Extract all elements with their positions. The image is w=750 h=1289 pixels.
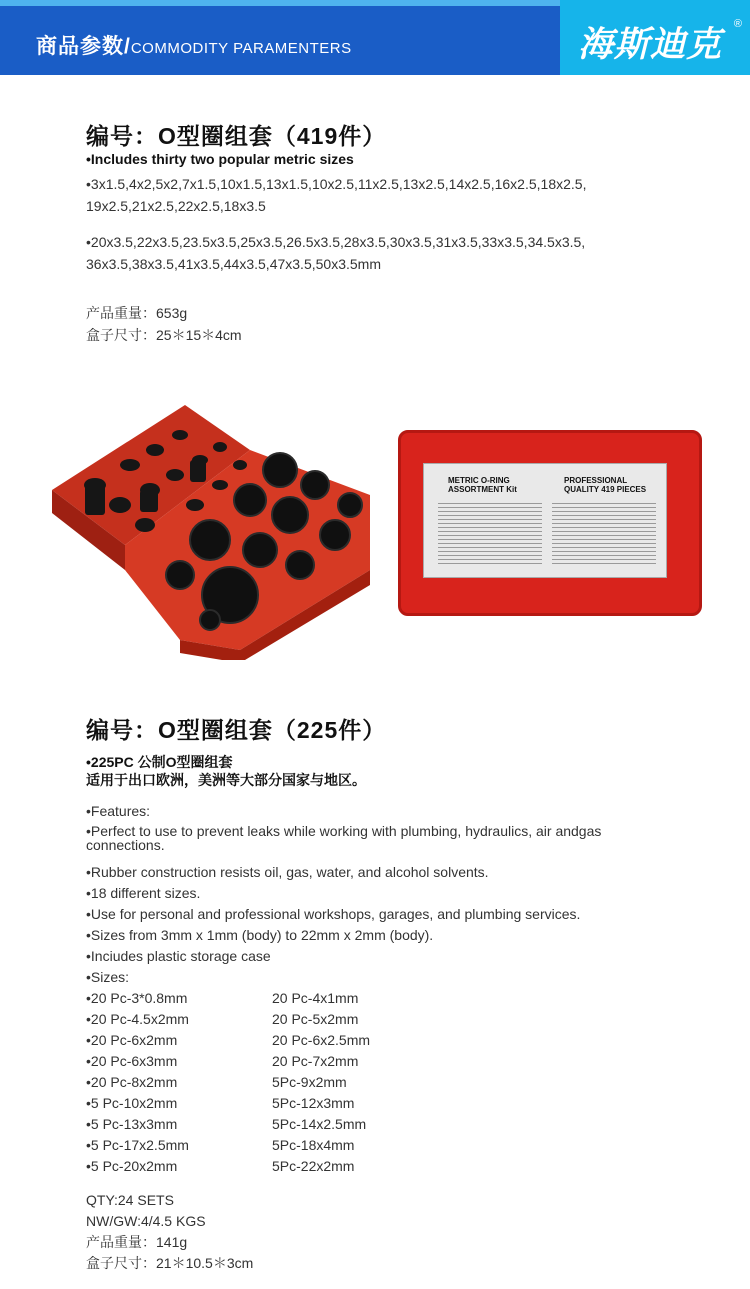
feature-item: •Features: [86, 803, 151, 819]
product1-sizes-b-line1: •20x3.5,22x3.5,23.5x3.5,25x3.5,26.5x3.5,28x3.5,30x3.5,31x3.5,33x3.5,34.5x3.5, [86, 234, 586, 250]
feature-item: •Sizes from 3mm x 1mm (body) to 22mm x 2mm (body). [86, 927, 434, 943]
size-item-right: 20 Pc-6x2.5mm [272, 1032, 371, 1048]
product1-sizes-b-line2: 36x3.5,38x3.5,41x3.5,44x3.5,47x3.5,50x3.5mm [86, 256, 381, 272]
product1-title: 编号：O型圈组套（419件） [86, 123, 387, 149]
feature-item: •18 different sizes. [86, 885, 201, 901]
product1-subtitle: •Includes thirty two popular metric sizes [86, 151, 354, 167]
case-label-table-left [438, 500, 542, 574]
case-label-right: PROFESSIONAL QUALITY 419 PIECES [564, 476, 647, 494]
size-item-left: •5 Pc-10x2mm [86, 1095, 178, 1111]
product2-cn-line2: 适用于出口欧洲，美洲等大部分国家与地区。 [86, 772, 366, 788]
product2-cn-line1: •225PC 公制O型圈组套 [86, 754, 233, 770]
size-item-right: 5Pc-22x2mm [272, 1158, 355, 1174]
size-item-left: •5 Pc-20x2mm [86, 1158, 178, 1174]
size-item-right: 20 Pc-5x2mm [272, 1011, 359, 1027]
case-label [423, 463, 667, 578]
size-item-left: •5 Pc-17x2.5mm [86, 1137, 189, 1153]
brand-logo [560, 0, 750, 75]
brand-name: 海斯迪克 [578, 25, 723, 64]
feature-item: •Use for personal and professional workshops, garages, and plumbing services. [86, 906, 581, 922]
product1-sizes-a-line1: •3x1.5,4x2,5x2,7x1.5,10x1.5,13x1.5,10x2.5,11x2.5,13x2.5,14x2.5,16x2.5,18x2.5, [86, 176, 587, 192]
size-item-right: 20 Pc-7x2mm [272, 1053, 359, 1069]
feature-item: •Sizes: [86, 969, 130, 985]
open-case-photo [50, 395, 380, 660]
feature-item: •Inciudes plastic storage case [86, 948, 271, 964]
case-label-left: METRIC O-RING ASSORTMENT Kit [448, 476, 517, 494]
size-item-right: 5Pc-9x2mm [272, 1074, 347, 1090]
product2-nw-gw: NW/GW:4/4.5 KGS [86, 1213, 206, 1229]
product1-weight: 产品重量：653g [86, 305, 188, 321]
size-item-left: •20 Pc-8x2mm [86, 1074, 178, 1090]
product2-title: 编号：O型圈组套（225件） [86, 717, 387, 743]
feature-item: •Perfect to use to prevent leaks while working with plumbing, hydraulics, air andgas connections. [86, 823, 602, 853]
product2-qty: QTY:24 SETS [86, 1192, 174, 1208]
product1-box-size: 盒子尺寸：25＊15＊4cm [86, 327, 242, 343]
feature-item: •Rubber construction resists oil, gas, water, and alcohol solvents. [86, 864, 489, 880]
product2-box-size: 盒子尺寸：21＊10.5＊3cm [86, 1255, 254, 1271]
size-item-left: •20 Pc-3*0.8mm [86, 990, 188, 1006]
size-item-left: •20 Pc-6x2mm [86, 1032, 178, 1048]
size-item-left: •20 Pc-6x3mm [86, 1053, 178, 1069]
page-header [0, 0, 750, 75]
section-title-en: COMMODITY PARAMENTERS [130, 40, 352, 57]
size-item-left: •20 Pc-4.5x2mm [86, 1011, 189, 1027]
product1-sizes-a-line2: 19x2.5,21x2.5,22x2.5,18x3.5 [86, 198, 266, 214]
open-case-image [50, 395, 380, 660]
section-title-cn: 商品参数/ [36, 35, 131, 58]
closed-case-photo [398, 430, 702, 616]
size-item-left: •5 Pc-13x3mm [86, 1116, 178, 1132]
size-item-right: 5Pc-14x2.5mm [272, 1116, 367, 1132]
case-label-table-right [552, 500, 656, 574]
size-item-right: 20 Pc-4x1mm [272, 990, 359, 1006]
product2-weight: 产品重量：141g [86, 1234, 188, 1250]
registered-mark: ® [733, 18, 742, 30]
section-title [36, 30, 352, 60]
size-item-right: 5Pc-12x3mm [272, 1095, 355, 1111]
size-item-right: 5Pc-18x4mm [272, 1137, 355, 1153]
